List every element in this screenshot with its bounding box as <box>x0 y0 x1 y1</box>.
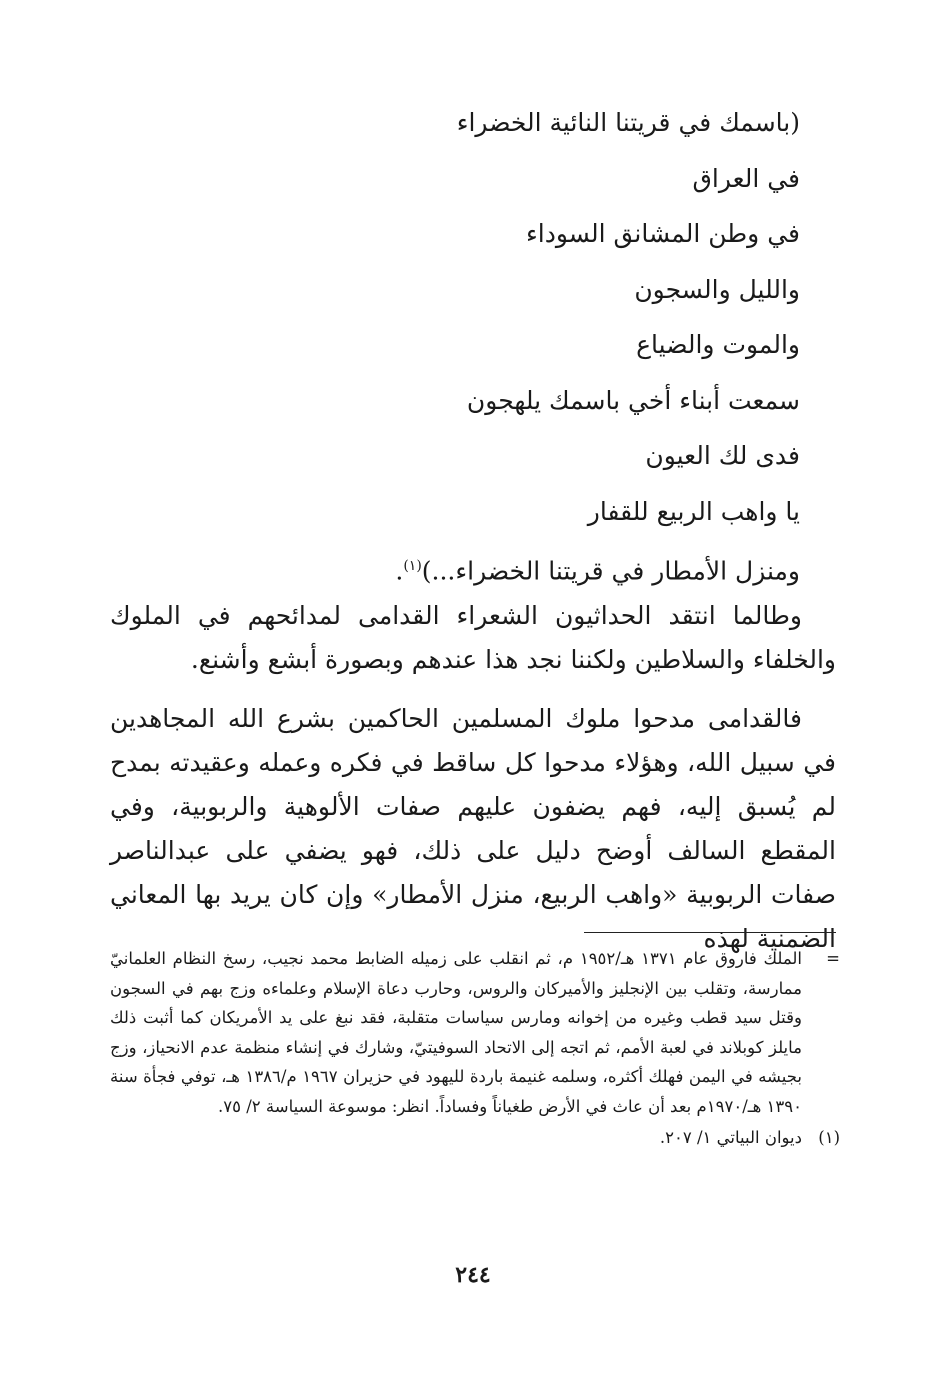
poem-line: يا واهب الربيع للقفار <box>587 496 800 526</box>
paragraph-criticism <box>110 594 836 682</box>
footnote-text: ديوان البياتي ١/ ٢٠٧. <box>659 1128 802 1147</box>
poem-line: فدى لك العيون <box>645 441 800 470</box>
poem-stanza <box>110 95 800 595</box>
poem-line: والليل والسجون <box>634 274 800 304</box>
footnote-reference[interactable]: (١) <box>403 558 422 574</box>
page-number: ٢٤٤ <box>455 1262 491 1288</box>
footnote-continuation <box>110 944 840 1121</box>
poem-line: (باسمك في قريتنا النائية الخضراء <box>456 108 800 137</box>
footnote-divider <box>584 932 836 933</box>
paragraph-text: وطالما انتقد الحداثيون الشعراء القدامى لمدائحهم في الملوك والخلفاء والسلاطين ولكننا نجد هذا عندهم وبصورة أبشع وأشنع. <box>110 601 836 674</box>
poem-line: سمعت أبناء أخي باسمك يلهجون <box>466 385 800 415</box>
footnote-text: الملك فاروق عام ١٣٧١ هـ/١٩٥٢ م، ثم انقلب على زميله الضابط محمد نجيب، رسخ النظام العلمانيّ ممارسة، وتقلب بين الإنجليز والأميركان والروس، وحارب دعاة الإسلام وعلماءه وزج بهم في السجون وقتل سيد قطب وغيره من إخوانه ومارس سياسات متقلبة، فقد نبغ على يد الأمريكان كما أثبت ذلك مايلز كوبلاند في لعبة الأمم، ثم اتجه إلى الاتحاد السوفيتيّ، وشارك في إنشاء منظمة عدم الانحياز، وزج بجيشه في اليمن فهلك أكثره، وسلمه غنيمة باردة لليهود في حزيران ١٩٦٧ م/١٣٨٦ هـ، توفي فجأة سنة ١٣٩٠ هـ/١٩٧٠م بعد أن عاث في الأرض طغياناً وفساداً. انظر: موسوعة السياسة ٢/ ٧٥. <box>110 949 802 1116</box>
footnote-item <box>110 1123 840 1153</box>
poem-line: في العراق <box>692 163 800 193</box>
poem-line: في وطن المشانق السوداء <box>526 219 800 248</box>
paragraph-text: فالقدامى مدحوا ملوك المسلمين الحاكمين بشرع الله المجاهدين في سبيل الله، وهؤلاء مدحوا كل ساقط في فكره وعمله وعقيدته بمدح لم يُسبق إليه، فهم يضفون عليهم صفات الألوهية والربوبية، وفي المقطع السالف أوضح دليل على ذلك، فهو يضفي على عبدالناصر صفات الربوبية «واهب الربيع، منزل الأمطار» وإن كان يريد بها المعاني الضمنية لهذه <box>110 704 836 953</box>
continuation-marker: = <box>826 949 840 968</box>
poem-line: ومنزل الأمطار في قريتنا الخضراء...)$^{(١)}$. <box>395 556 800 586</box>
paragraph-comparison <box>110 697 836 961</box>
footnotes-section <box>110 944 840 1153</box>
poem-line: والموت والضياع <box>636 330 800 359</box>
footnote-marker: (١) <box>818 1128 840 1147</box>
